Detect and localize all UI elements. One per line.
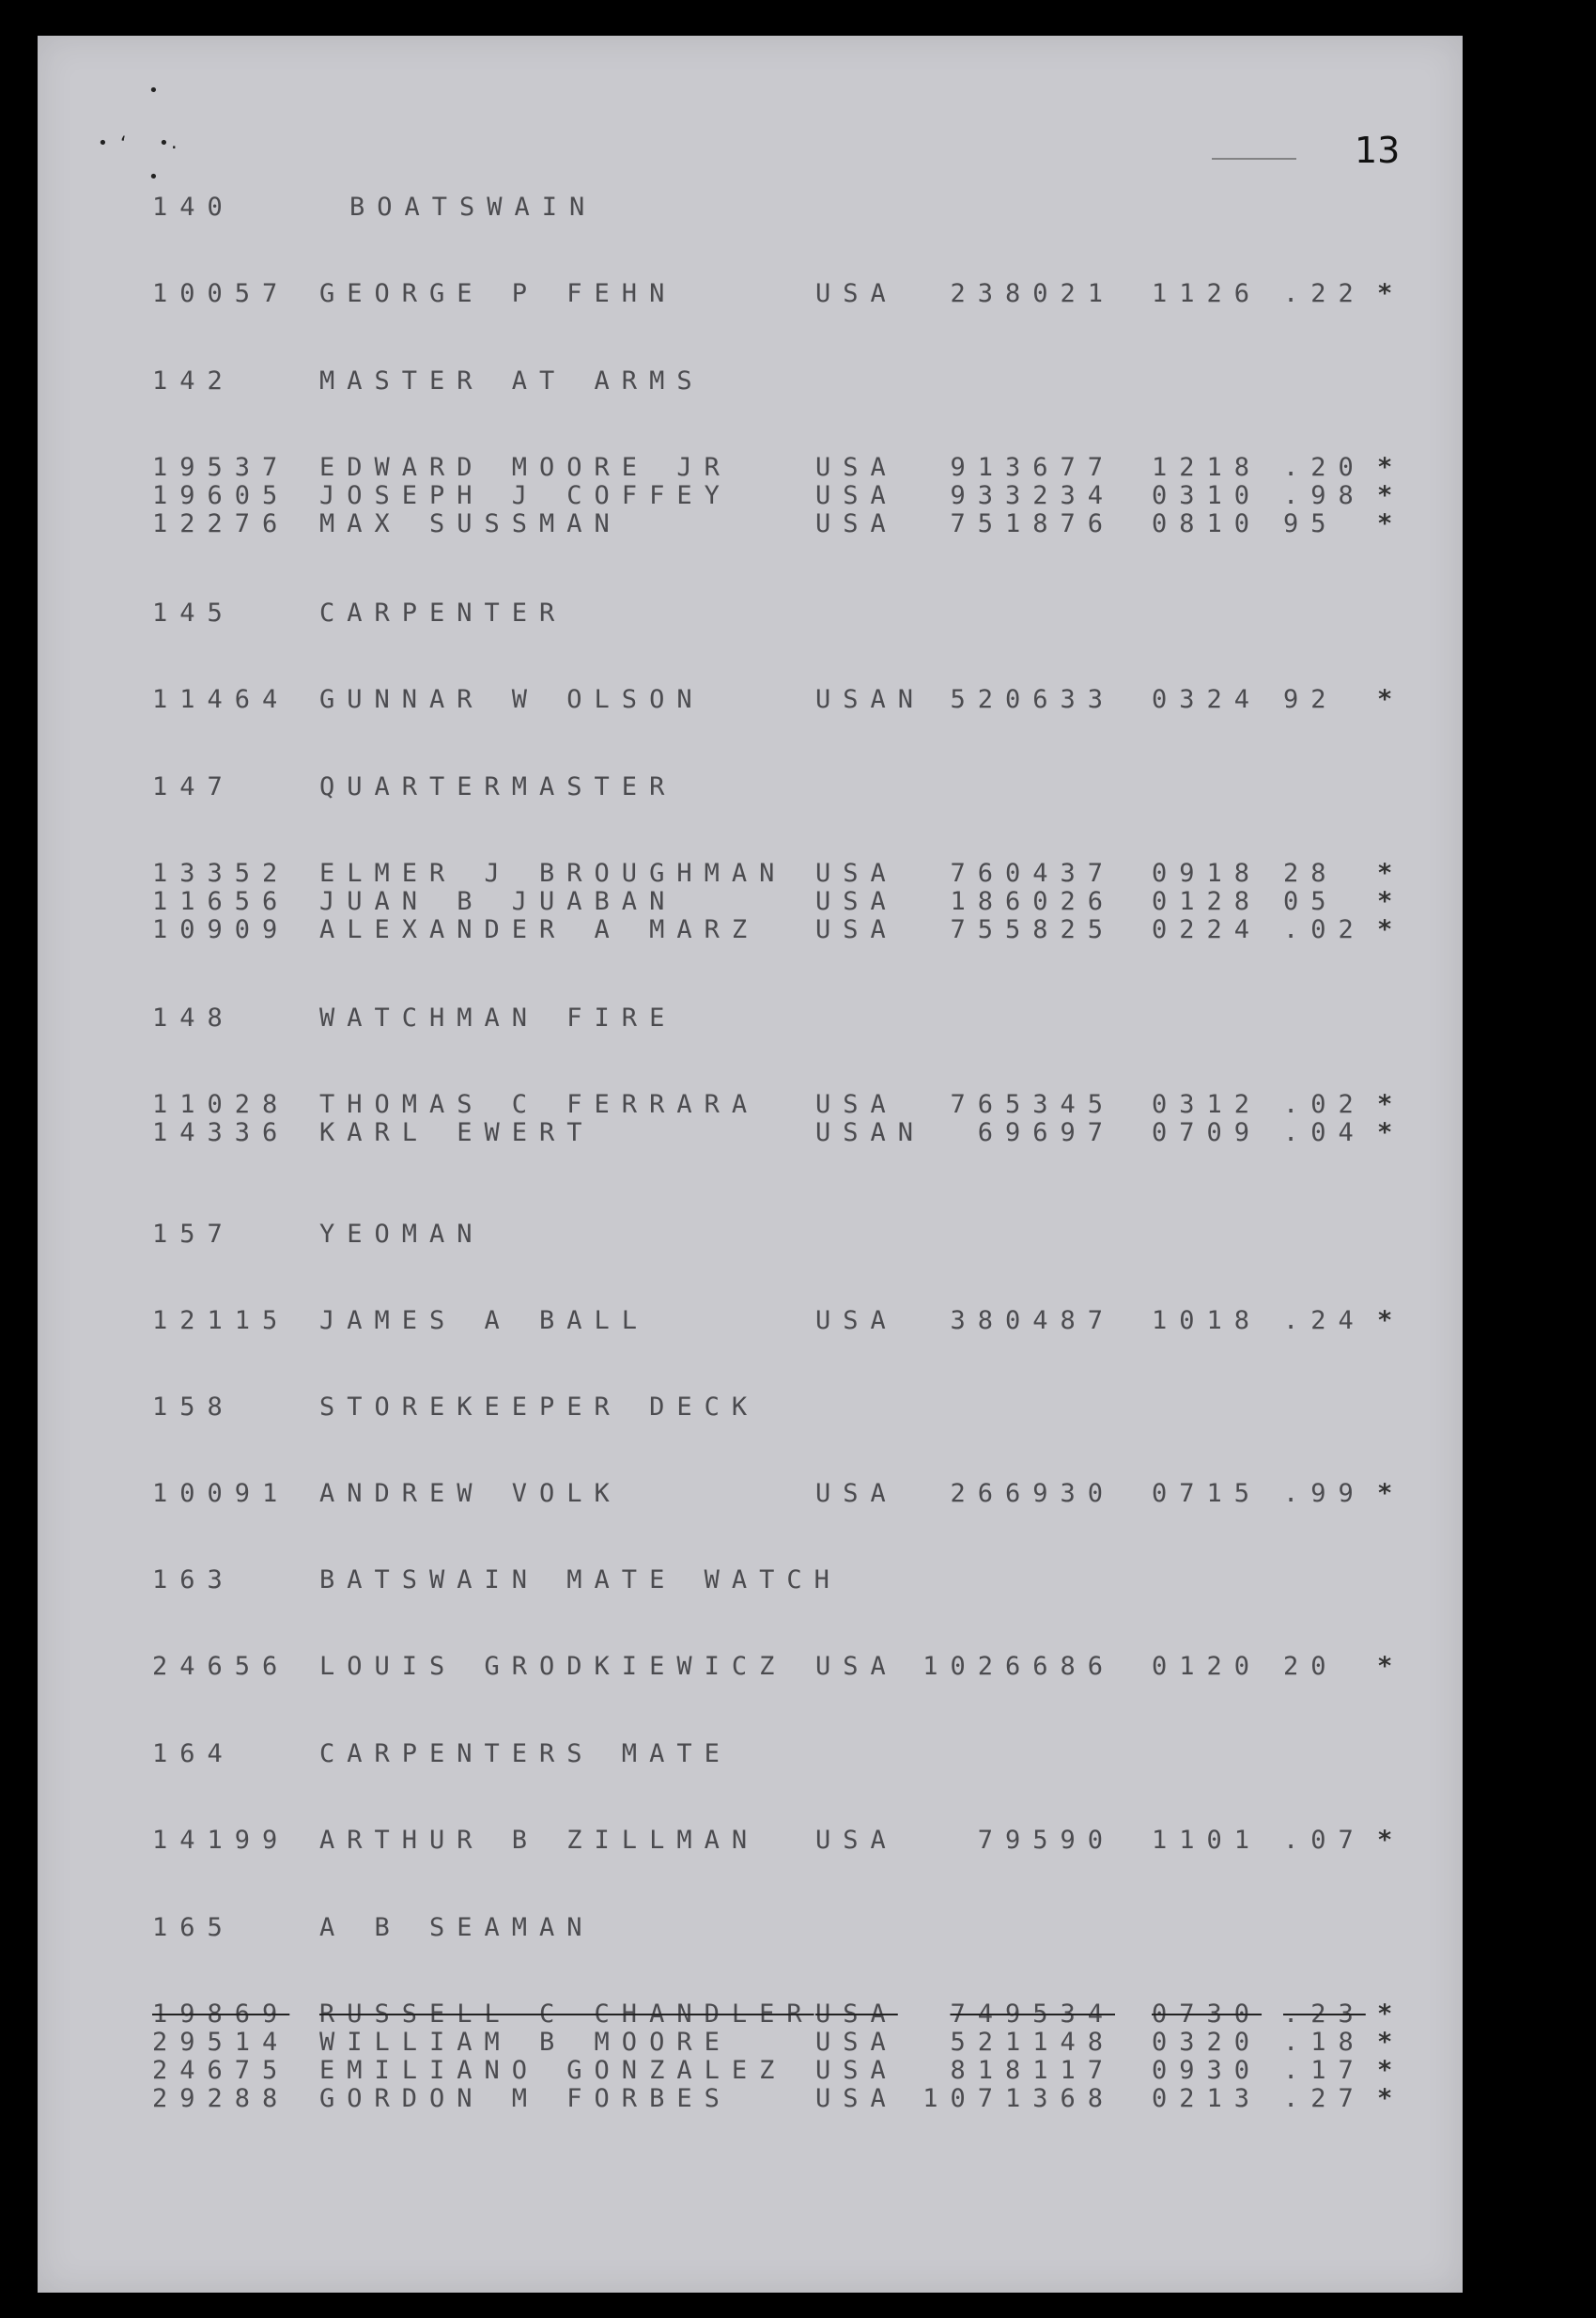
employee-id: 11656: [152, 887, 290, 916]
roster-row: [0, 509, 1596, 537]
date-code: 0918: [1152, 859, 1263, 888]
employee-id: 13352: [152, 859, 290, 888]
roster-row: [0, 685, 1596, 713]
document-number: 69697: [977, 1118, 1115, 1147]
employee-name: LOUIS GRODKIEWICZ: [319, 1652, 787, 1681]
section: [0, 772, 1596, 943]
date-code: 1218: [1152, 453, 1263, 482]
citizenship: USA: [815, 1306, 898, 1335]
employee-id: 10091: [152, 1479, 290, 1508]
section-header: [0, 1220, 1596, 1248]
roster-row: [0, 1652, 1596, 1680]
date-code: 0709: [1152, 1118, 1263, 1147]
document-number: 760437: [950, 859, 1115, 888]
spacer: [0, 221, 1596, 279]
asterisk-mark: *: [1377, 1652, 1393, 1681]
document-number: 751876: [950, 509, 1115, 538]
citizenship: USA: [815, 2028, 898, 2057]
asterisk-mark: *: [1377, 915, 1393, 944]
employee-id: 14199: [152, 1826, 290, 1855]
document-number: 186026: [950, 887, 1115, 916]
section-title: CARPENTERS MATE: [319, 1739, 732, 1768]
employee-name: ALEXANDER A MARZ: [319, 915, 760, 944]
roster-row: [0, 1479, 1596, 1507]
date-code: 0324: [1152, 685, 1263, 714]
section-header: [0, 1565, 1596, 1594]
asterisk-mark: *: [1377, 279, 1393, 308]
asterisk-mark: *: [1377, 2028, 1393, 2057]
employee-id: 19869: [152, 1999, 290, 2029]
page-number: 13: [1355, 130, 1401, 171]
section: [0, 366, 1596, 537]
employee-name: ELMER J BROUGHMAN: [319, 859, 787, 888]
section-title: BOATSWAIN: [349, 193, 597, 222]
employee-name: ARTHUR B ZILLMAN: [319, 1826, 760, 1855]
date-code: 0730: [1152, 1999, 1263, 2029]
document-number: 521148: [950, 2028, 1115, 2057]
section: [0, 599, 1596, 713]
document-number: 1071368: [922, 2084, 1115, 2113]
document-number: 818117: [950, 2056, 1115, 2085]
citizenship: USA: [815, 1999, 898, 2029]
citizenship: USA: [815, 509, 898, 538]
spacer: [0, 1594, 1596, 1652]
section-code: 164: [152, 1739, 235, 1768]
value: 20: [1283, 1652, 1339, 1681]
section-header: [0, 772, 1596, 801]
asterisk-mark: *: [1377, 685, 1393, 714]
roster-row: [0, 2028, 1596, 2056]
value: .17: [1283, 2056, 1366, 2085]
section-title: MASTER AT ARMS: [319, 366, 705, 396]
document-number: 238021: [950, 279, 1115, 308]
roster-row: [0, 1090, 1596, 1118]
spacer: [0, 1032, 1596, 1090]
employee-name: MAX SUSSMAN: [319, 509, 622, 538]
asterisk-mark: *: [1377, 1479, 1393, 1508]
spacer: [0, 1941, 1596, 1999]
value: .24: [1283, 1306, 1366, 1335]
section-code: 140: [152, 193, 235, 222]
section: [0, 1392, 1596, 1507]
citizenship: USA: [815, 1479, 898, 1508]
section: [0, 1220, 1596, 1334]
section: [0, 1913, 1596, 2112]
document-number: 79590: [977, 1826, 1115, 1855]
roster-row: [0, 481, 1596, 509]
date-code: 0128: [1152, 887, 1263, 916]
employee-id: 24656: [152, 1652, 290, 1681]
date-code: 0715: [1152, 1479, 1263, 1508]
section-header: [0, 366, 1596, 395]
section-code: 148: [152, 1003, 235, 1033]
spacer: [0, 395, 1596, 453]
date-code: 0810: [1152, 509, 1263, 538]
roster-row: [0, 1306, 1596, 1334]
employee-id: 12115: [152, 1306, 290, 1335]
spacer: [0, 1248, 1596, 1306]
document-number: 755825: [950, 915, 1115, 944]
asterisk-mark: *: [1377, 1090, 1393, 1119]
document-number: 1026686: [922, 1652, 1115, 1681]
value: 28: [1283, 859, 1339, 888]
spacer: [0, 801, 1596, 859]
citizenship: USA: [815, 915, 898, 944]
employee-name: EDWARD MOORE JR: [319, 453, 732, 482]
employee-name: GORDON M FORBES: [319, 2084, 732, 2113]
asterisk-mark: *: [1377, 2084, 1393, 2113]
asterisk-mark: *: [1377, 2056, 1393, 2085]
citizenship: USA: [815, 453, 898, 482]
value: 92: [1283, 685, 1339, 714]
section-header: [0, 193, 1596, 221]
citizenship: USA: [815, 2084, 898, 2113]
employee-name: THOMAS C FERRARA: [319, 1090, 760, 1119]
employee-name: ANDREW VOLK: [319, 1479, 622, 1508]
section-header: [0, 1392, 1596, 1421]
date-code: 0310: [1152, 481, 1263, 510]
value: .04: [1283, 1118, 1366, 1147]
section-code: 165: [152, 1913, 235, 1942]
document-number: 913677: [950, 453, 1115, 482]
value: .22: [1283, 279, 1366, 308]
section-header: [0, 1003, 1596, 1032]
ink-speck: •: [148, 167, 159, 187]
employee-id: 11464: [152, 685, 290, 714]
section: [0, 193, 1596, 307]
section-code: 145: [152, 599, 235, 628]
roster-row: [0, 1826, 1596, 1854]
section-code: 157: [152, 1220, 235, 1249]
section-title: CARPENTER: [319, 599, 567, 628]
value: .99: [1283, 1479, 1366, 1508]
employee-name: RUSSELL C CHANDLER: [319, 1999, 814, 2029]
value: .18: [1283, 2028, 1366, 2057]
document-number: 520633: [950, 685, 1115, 714]
citizenship: USA: [815, 279, 898, 308]
roster-row: [0, 2084, 1596, 2112]
section-title: A B SEAMAN: [319, 1913, 595, 1942]
section: [0, 1739, 1596, 1854]
section: [0, 1003, 1596, 1146]
spacer: [0, 627, 1596, 685]
section-code: 142: [152, 366, 235, 396]
value: 05: [1283, 887, 1339, 916]
date-code: 0224: [1152, 915, 1263, 944]
roster-row: [0, 859, 1596, 887]
section-code: 158: [152, 1392, 235, 1422]
employee-name: EMILIANO GONZALEZ: [319, 2056, 787, 2085]
citizenship: USA: [815, 1090, 898, 1119]
spacer: [0, 1767, 1596, 1826]
date-code: 0120: [1152, 1652, 1263, 1681]
asterisk-mark: *: [1377, 481, 1393, 510]
date-code: 1018: [1152, 1306, 1263, 1335]
date-code: 0312: [1152, 1090, 1263, 1119]
document-number: 933234: [950, 481, 1115, 510]
roster-row: [0, 453, 1596, 481]
citizenship: USA: [815, 2056, 898, 2085]
value: .27: [1283, 2084, 1366, 2113]
employee-name: JOSEPH J COFFEY: [319, 481, 732, 510]
date-code: 0213: [1152, 2084, 1263, 2113]
section-code: 163: [152, 1565, 235, 1595]
ink-speck: •: [148, 81, 159, 101]
struck-roster-row: [0, 1999, 1596, 2028]
employee-id: 14336: [152, 1118, 290, 1147]
document-number: 380487: [950, 1306, 1115, 1335]
value: .02: [1283, 915, 1366, 944]
value: 95: [1283, 509, 1339, 538]
employee-id: 10909: [152, 915, 290, 944]
ink-speck: • ‘ •.: [98, 133, 179, 153]
roster-row: [0, 2056, 1596, 2084]
date-code: 1101: [1152, 1826, 1263, 1855]
section: [0, 1565, 1596, 1680]
value: .23: [1283, 1999, 1366, 2029]
employee-name: JUAN B JUABAN: [319, 887, 677, 916]
section-header: [0, 1913, 1596, 1941]
section-title: BATSWAIN MATE WATCH: [319, 1565, 842, 1595]
section-title: STOREKEEPER DECK: [319, 1392, 760, 1422]
employee-name: JAMES A BALL: [319, 1306, 650, 1335]
section-title: QUARTERMASTER: [319, 772, 677, 801]
section-header: [0, 1739, 1596, 1767]
asterisk-mark: *: [1377, 1826, 1393, 1855]
value: .02: [1283, 1090, 1366, 1119]
citizenship: USAN: [815, 1118, 926, 1147]
asterisk-mark: *: [1377, 453, 1393, 482]
employee-name: WILLIAM B MOORE: [319, 2028, 732, 2057]
document-number: 765345: [950, 1090, 1115, 1119]
employee-id: 29514: [152, 2028, 290, 2057]
citizenship: USAN: [815, 685, 926, 714]
asterisk-mark: *: [1377, 1999, 1393, 2029]
section-header: [0, 599, 1596, 627]
citizenship: USA: [815, 1652, 898, 1681]
asterisk-mark: *: [1377, 1306, 1393, 1335]
employee-name: GEORGE P FEHN: [319, 279, 677, 308]
citizenship: USA: [815, 859, 898, 888]
roster-row: [0, 279, 1596, 307]
asterisk-mark: *: [1377, 887, 1393, 916]
section-code: 147: [152, 772, 235, 801]
asterisk-mark: *: [1377, 859, 1393, 888]
employee-name: GUNNAR W OLSON: [319, 685, 705, 714]
employee-id: 10057: [152, 279, 290, 308]
roster-row: [0, 915, 1596, 943]
section-title: WATCHMAN FIRE: [319, 1003, 677, 1033]
employee-name: KARL EWERT: [319, 1118, 595, 1147]
value: .07: [1283, 1826, 1366, 1855]
employee-id: 29288: [152, 2084, 290, 2113]
employee-id: 19605: [152, 481, 290, 510]
employee-id: 19537: [152, 453, 290, 482]
roster-row: [0, 887, 1596, 915]
value: .20: [1283, 453, 1366, 482]
spacer: [0, 1421, 1596, 1479]
citizenship: USA: [815, 481, 898, 510]
employee-id: 12276: [152, 509, 290, 538]
citizenship: USA: [815, 1826, 898, 1855]
employee-id: 11028: [152, 1090, 290, 1119]
citizenship: USA: [815, 887, 898, 916]
document-number: 749534: [950, 1999, 1115, 2029]
document-number: 266930: [950, 1479, 1115, 1508]
asterisk-mark: *: [1377, 509, 1393, 538]
date-code: 0930: [1152, 2056, 1263, 2085]
asterisk-mark: *: [1377, 1118, 1393, 1147]
value: .98: [1283, 481, 1366, 510]
section-title: YEOMAN: [319, 1220, 485, 1249]
date-code: 1126: [1152, 279, 1263, 308]
date-code: 0320: [1152, 2028, 1263, 2057]
roster-row: [0, 1118, 1596, 1146]
employee-id: 24675: [152, 2056, 290, 2085]
